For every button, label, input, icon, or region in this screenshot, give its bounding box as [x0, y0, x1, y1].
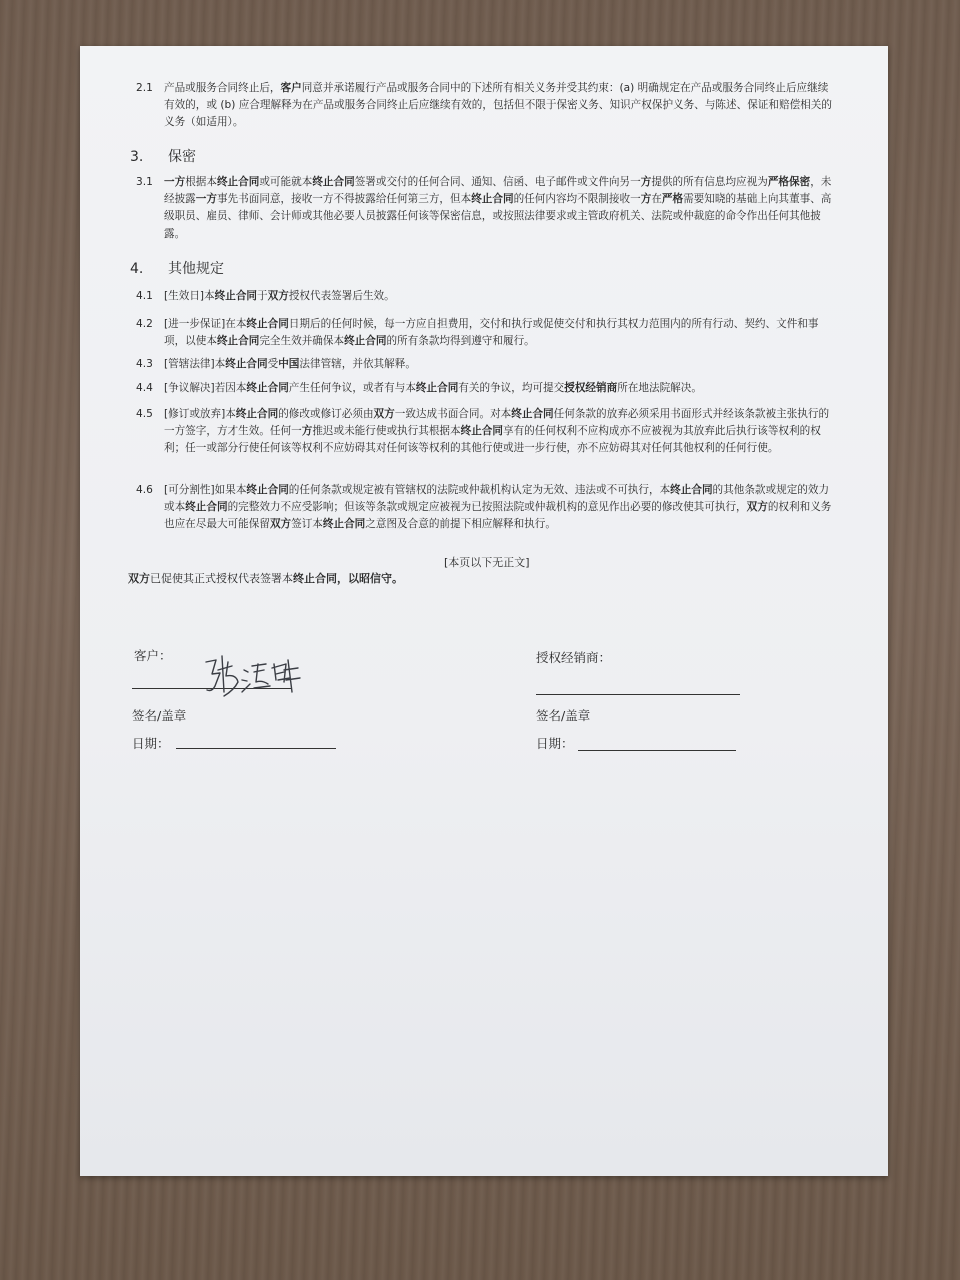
dealer-signature-line: [536, 694, 740, 695]
clause-number: 3.1: [136, 176, 153, 188]
clause-number: 4.3: [136, 358, 153, 370]
customer-sign-seal-label: 签名/盖章: [132, 708, 187, 723]
attestation-line: 双方已促使其正式授权代表签署本终止合同，以昭信守。: [128, 572, 403, 585]
dealer-label: 授权经销商：: [536, 650, 612, 665]
clause-4-3: [136, 356, 836, 373]
clause-number: 2.1: [136, 82, 153, 94]
clause-4-4: [136, 380, 836, 397]
clause-3-1: [136, 174, 836, 243]
clause-2-1: [136, 80, 836, 132]
customer-label: 客户：: [134, 648, 172, 663]
handwritten-signature: [198, 652, 306, 700]
customer-date-line: [176, 748, 336, 749]
clause-4-2: [136, 316, 836, 350]
clause-text: [管辖法律]本终止合同受中国法律管辖，并依其解释。: [164, 358, 416, 370]
customer-date-label: 日期：: [132, 736, 170, 751]
clause-4-1: [136, 288, 836, 305]
section-heading-4: 4. 其他规定: [130, 261, 224, 277]
clause-number: 4.1: [136, 290, 153, 302]
clause-text: [修订或放弃]本终止合同的修改或修订必须由双方一致达成书面合同。对本终止合同任何条款的放弃必须采用书面形式并经该条款被主张执行的一方签字，方才生效。任何一方推迟或未能行使或执行其根据本终止合同享有的任何权利不应构成亦不应被视为其放弃此后执行该等权利的权利；任一或部分行使任何该等权利不应妨碍其对任何该等权利的其他行使或进一步行使，亦不应妨碍其对任何其他权利的任何行使。: [164, 408, 830, 455]
dealer-sign-seal-label: 签名/盖章: [536, 708, 591, 723]
clause-text: 一方根据本终止合同或可能就本终止合同签署或交付的任何合同、通知、信函、电子邮件或文件向另一方提供的所有信息均应视为严格保密，未经披露一方事先书面同意，接收一方不得披露给任何第三方，但本终止合同的任何内容均不限制接收一方在严格需要知晓的基础上向其董事、高级职员、雇员、律师、会计师或其他必要人员披露任何该等保密信息，或按照法律要求或主管政府机关、法院或仲裁庭的命令作出任何其他披露。: [164, 176, 832, 240]
dealer-date-line: [578, 750, 736, 751]
clause-number: 4.2: [136, 318, 153, 330]
clause-number: 4.6: [136, 484, 153, 496]
clause-number: 4.4: [136, 382, 153, 394]
clause-text: [争议解决]若因本终止合同产生任何争议，或者有与本终止合同有关的争议，均可提交授权经销商所在地法院解决。: [164, 382, 702, 394]
clause-4-5: [136, 406, 836, 458]
clause-text: [生效日]本终止合同于双方授权代表签署后生效。: [164, 290, 395, 302]
section-heading-3: 3. 保密: [130, 149, 196, 165]
document-page: [80, 46, 888, 1176]
clause-text: [进一步保证]在本终止合同日期后的任何时候，每一方应自担费用，交付和执行或促使交付和执行其权力范围内的所有行动、契约、文件和事项，以使本终止合同完全生效并确保本终止合同的所有条款均得到遵守和履行。: [164, 318, 819, 348]
clause-4-6: [136, 482, 836, 534]
clause-text: [可分割性]如果本终止合同的任何条款或规定被有管辖权的法院或仲裁机构认定为无效、违法或不可执行，本终止合同的其他条款或规定的效力或本终止合同的完整效力不应受影响；但该等条款或规定应被视为已按照法院或仲裁机构的意见作出必要的修改使其可执行，双方的权利和义务也应在尽最大可能保留双方签订本终止合同之意图及合意的前提下相应解释和执行。: [164, 484, 832, 531]
clause-number: 4.5: [136, 408, 153, 420]
dealer-date-label: 日期：: [536, 736, 574, 751]
clause-text: 产品或服务合同终止后，客户同意并承诺履行产品或服务合同中的下述所有相关义务并受其约束：(a) 明确规定在产品或服务合同终止后应继续有效的，或 (b) 应合理解释为在产品或服务合同终止后应继续有效的，包括但不限于保密义务、知识产权保护义务、与陈述、保证和赔偿相关的义务（如适用）。: [164, 82, 832, 129]
no-further-text-note: [本页以下无正文]: [444, 556, 530, 569]
